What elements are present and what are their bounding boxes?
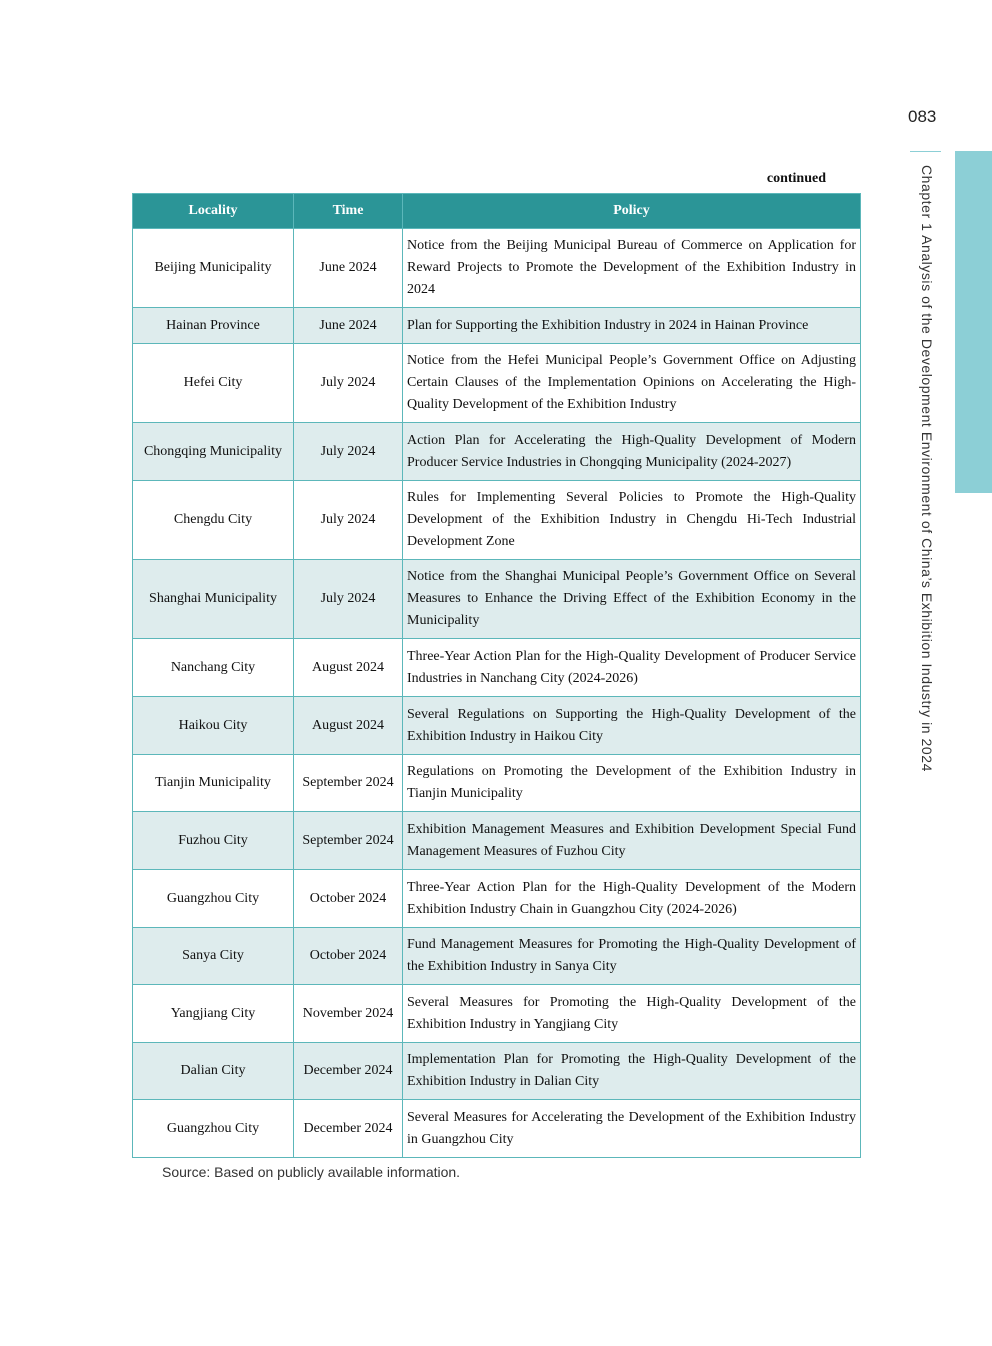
table-row <box>133 423 861 481</box>
cell-policy: Notice from the Shanghai Municipal People’s Government Office on Several Measures to Enhance the Driving Effect of the Exhibition Economy in the Municipality <box>403 560 861 639</box>
cell-time: October 2024 <box>294 870 403 928</box>
cell-locality: Guangzhou City <box>133 1100 294 1158</box>
cell-locality: Chongqing Municipality <box>133 423 294 481</box>
table-row <box>133 928 861 985</box>
cell-policy: Plan for Supporting the Exhibition Industry in 2024 in Hainan Province <box>403 308 861 344</box>
cell-time: July 2024 <box>294 344 403 423</box>
header-locality: Locality <box>133 194 294 229</box>
table-row <box>133 697 861 755</box>
table-row <box>133 344 861 423</box>
cell-locality: Sanya City <box>133 928 294 985</box>
cell-locality: Haikou City <box>133 697 294 755</box>
table-row <box>133 985 861 1043</box>
chapter-label: Chapter 1 Analysis of the Development Environment of China’s Exhibition Industry in 2024 <box>919 165 935 772</box>
table-row <box>133 229 861 308</box>
cell-policy: Several Measures for Promoting the High-Quality Development of the Exhibition Industry in Yangjiang City <box>403 985 861 1043</box>
cell-locality: Guangzhou City <box>133 870 294 928</box>
cell-policy: Implementation Plan for Promoting the High-Quality Development of the Exhibition Industry in Dalian City <box>403 1043 861 1100</box>
cell-locality: Fuzhou City <box>133 812 294 870</box>
policy-table <box>132 193 861 1158</box>
cell-locality: Dalian City <box>133 1043 294 1100</box>
cell-policy: Several Measures for Accelerating the Development of the Exhibition Industry in Guangzhou City <box>403 1100 861 1158</box>
table-row <box>133 1100 861 1158</box>
side-rule <box>910 151 941 152</box>
cell-locality: Hainan Province <box>133 308 294 344</box>
cell-policy: Notice from the Hefei Municipal People’s Government Office on Adjusting Certain Clauses of the Implementation Opinions on Accelerating the High-Quality Development of the Exhibition Industry <box>403 344 861 423</box>
header-policy: Policy <box>403 194 861 229</box>
table-header-row <box>133 194 861 229</box>
cell-locality: Hefei City <box>133 344 294 423</box>
table-row <box>133 870 861 928</box>
page-number: 083 <box>908 107 937 126</box>
cell-time: July 2024 <box>294 560 403 639</box>
cell-time: August 2024 <box>294 697 403 755</box>
table-row <box>133 755 861 812</box>
cell-time: December 2024 <box>294 1043 403 1100</box>
table-row <box>133 560 861 639</box>
table-row <box>133 481 861 560</box>
cell-locality: Tianjin Municipality <box>133 755 294 812</box>
cell-time: July 2024 <box>294 423 403 481</box>
cell-time: September 2024 <box>294 812 403 870</box>
cell-policy: Action Plan for Accelerating the High-Quality Development of Modern Producer Service Industries in Chongqing Municipality (2024-2027) <box>403 423 861 481</box>
continued-label: continued <box>766 171 826 186</box>
table-row <box>133 639 861 697</box>
cell-policy: Several Regulations on Supporting the High-Quality Development of the Exhibition Industry in Haikou City <box>403 697 861 755</box>
cell-time: June 2024 <box>294 229 403 308</box>
cell-locality: Chengdu City <box>133 481 294 560</box>
cell-time: July 2024 <box>294 481 403 560</box>
cell-locality: Beijing Municipality <box>133 229 294 308</box>
cell-locality: Yangjiang City <box>133 985 294 1043</box>
cell-time: June 2024 <box>294 308 403 344</box>
cell-time: November 2024 <box>294 985 403 1043</box>
cell-policy: Three-Year Action Plan for the High-Quality Development of Producer Service Industries in Nanchang City (2024-2026) <box>403 639 861 697</box>
table-row <box>133 308 861 344</box>
cell-policy: Exhibition Management Measures and Exhibition Development Special Fund Management Measures of Fuzhou City <box>403 812 861 870</box>
cell-policy: Notice from the Beijing Municipal Bureau of Commerce on Application for Reward Projects to Promote the Development of the Exhibition Industry in 2024 <box>403 229 861 308</box>
chapter-tab <box>955 151 992 493</box>
table-row <box>133 1043 861 1100</box>
cell-time: October 2024 <box>294 928 403 985</box>
cell-locality: Nanchang City <box>133 639 294 697</box>
cell-time: August 2024 <box>294 639 403 697</box>
cell-policy: Fund Management Measures for Promoting the High-Quality Development of the Exhibition Industry in Sanya City <box>403 928 861 985</box>
source-note: Source: Based on publicly available information. <box>162 1164 461 1180</box>
table-row <box>133 812 861 870</box>
cell-policy: Rules for Implementing Several Policies to Promote the High-Quality Development of the Exhibition Industry in Chengdu Hi-Tech Industrial Development Zone <box>403 481 861 560</box>
cell-time: September 2024 <box>294 755 403 812</box>
cell-locality: Shanghai Municipality <box>133 560 294 639</box>
header-time: Time <box>294 194 403 229</box>
cell-policy: Regulations on Promoting the Development of the Exhibition Industry in Tianjin Municipality <box>403 755 861 812</box>
cell-policy: Three-Year Action Plan for the High-Quality Development of the Modern Exhibition Industry Chain in Guangzhou City (2024-2026) <box>403 870 861 928</box>
cell-time: December 2024 <box>294 1100 403 1158</box>
